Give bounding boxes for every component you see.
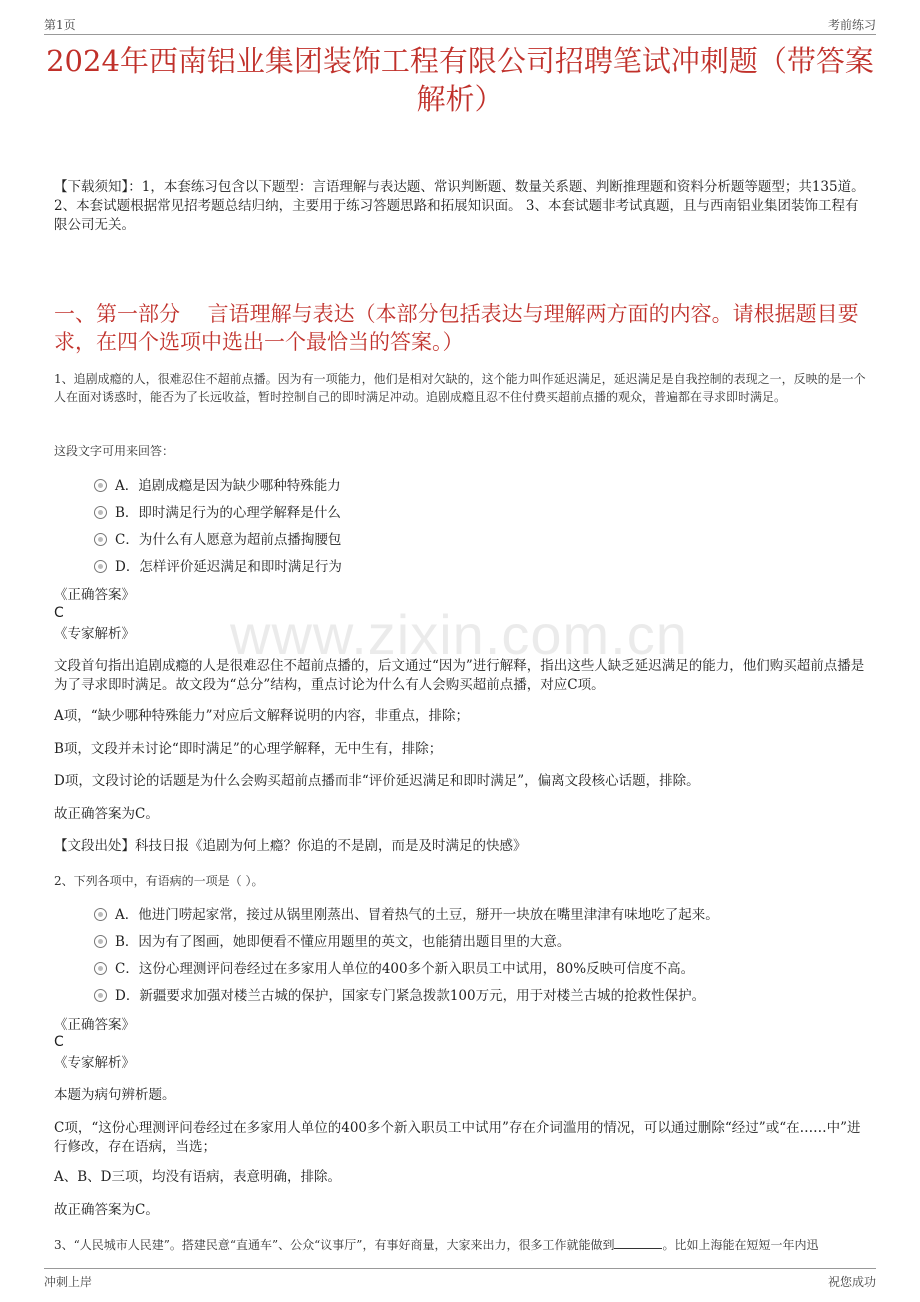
q3-stem: 3、“人民城市人民建”。搭建民意“直通车”、公众“议事厅”，有事好商量，大家来出力，很多工作就能做到 。比如上海能在短短一年内迅 — [54, 1238, 819, 1252]
radio-icon[interactable] — [94, 479, 107, 492]
q1-source: 【文段出处】科技日报《追剧为何上瘾？你追的不是剧，而是及时满足的快感》 — [54, 838, 527, 854]
radio-icon[interactable] — [94, 560, 107, 573]
q2-option-b[interactable]: B．因为有了图画，她即便看不懂应用题里的英文，也能猜出题目里的大意。 — [94, 933, 570, 951]
q1-analysis-p5: 故正确答案为C。 — [54, 806, 159, 822]
footer-right: 祝您成功 — [827, 1275, 876, 1289]
radio-icon[interactable] — [94, 908, 107, 921]
q1-analysis-label: 《专家解析》 — [54, 626, 135, 642]
page-footer — [44, 1268, 876, 1289]
q1-option-b[interactable]: B．即时满足行为的心理学解释是什么 — [94, 504, 341, 522]
header-label: 考前练习 — [827, 18, 876, 32]
q2-option-c[interactable]: C．这份心理测评问卷经过在多家用人单位的400多个新入职员工中试用，80%反映可信度不高。 — [94, 960, 694, 978]
q2-option-d[interactable]: D．新疆要求加强对楼兰古城的保护，国家专门紧急拨款100万元，用于对楼兰古城的抢救性保护。 — [94, 987, 705, 1005]
q1-stem: 1、追剧成瘾的人，很难忍住不超前点播。因为有一项能力，他们是相对欠缺的，这个能力叫作延迟满足，延迟满足是自我控制的表现之一，反映的是一个人在面对诱惑时，能否为了长远收益，暂时控制自己的即时满足冲动。追剧成瘾且忍不住付费买超前点播的观众，普遍都在寻求即时满足。 — [54, 372, 866, 404]
watermark: www.zixin.com.cn — [230, 603, 688, 666]
radio-icon[interactable] — [94, 989, 107, 1002]
q1-answer: C — [54, 605, 64, 621]
q1-prompt: 这段文字可用来回答： — [54, 444, 175, 458]
q1-option-a[interactable]: A．追剧成瘾是因为缺少哪种特殊能力 — [94, 477, 341, 495]
q2-analysis-p1: 本题为病句辨析题。 — [54, 1087, 176, 1103]
q2-stem: 2、下列各项中，有语病的一项是（ ）。 — [54, 874, 264, 888]
q2-analysis-p3: A、B、D三项，均没有语病，表意明确，排除。 — [54, 1169, 341, 1185]
q1-analysis-p4: D项，文段讨论的话题是为什么会购买超前点播而非“评价延迟满足和即时满足”，偏离文段核心话题，排除。 — [54, 773, 700, 789]
q1-analysis-p1: 文段首句指出追剧成瘾的人是很难忍住不超前点播的，后文通过“因为”进行解释，指出这些人缺乏延迟满足的能力，他们购买超前点播是为了寻求即时满足。故文段为“总分”结构，重点讨论为什么有人会购买超前点播，对应C项。 — [54, 658, 865, 693]
q2-option-a[interactable]: A．他进门唠起家常，接过从锅里刚蒸出、冒着热气的土豆，掰开一块放在嘴里津津有味地吃了起来。 — [94, 906, 719, 924]
q2-analysis-p2: C项，“这份心理测评问卷经过在多家用人单位的400多个新入职员工中试用”存在介词滥用的情况，可以通过删除“经过”或“在……中”进行修改，存在语病，当选； — [54, 1120, 861, 1155]
radio-icon[interactable] — [94, 506, 107, 519]
document-title: 2024年西南铝业集团装饰工程有限公司招聘笔试冲刺题（带答案解析） — [46, 44, 874, 116]
q1-option-d[interactable]: D．怎样评价延迟满足和即时满足行为 — [94, 558, 342, 576]
q2-analysis-p4: 故正确答案为C。 — [54, 1202, 159, 1218]
section-title: 一、第一部分 言语理解与表达（本部分包括表达与理解两方面的内容。请根据题目要求，在四个选项中选出一个最恰当的答案。） — [54, 302, 859, 354]
radio-icon[interactable] — [94, 935, 107, 948]
answer-blank — [614, 1248, 662, 1249]
page-header — [44, 10, 876, 35]
q1-analysis-p2: A项，“缺少哪种特殊能力”对应后文解释说明的内容，非重点，排除； — [54, 708, 470, 724]
q1-analysis-p3: B项，文段并未讨论“即时满足”的心理学解释，无中生有，排除； — [54, 741, 443, 757]
page-number: 第1页 — [44, 18, 76, 32]
q1-answer-label: 《正确答案》 — [54, 587, 135, 603]
q2-answer: C — [54, 1034, 64, 1050]
q2-analysis-label: 《专家解析》 — [54, 1055, 135, 1071]
footer-left: 冲刺上岸 — [44, 1275, 93, 1289]
q1-option-c[interactable]: C．为什么有人愿意为超前点播掏腰包 — [94, 531, 341, 549]
q2-answer-label: 《正确答案》 — [54, 1017, 135, 1033]
download-notice: 【下载须知】：1，本套练习包含以下题型：言语理解与表达题、常识判断题、数量关系题、判断推理题和资料分析题等题型；共135道。 2、本套试题根据常见招考题总结归纳，主要用于练习答题思路和拓展知识面。 3、本套试题非考试真题，且与西南铝业集团装饰工程有限公司无关。 — [54, 179, 865, 233]
radio-icon[interactable] — [94, 962, 107, 975]
radio-icon[interactable] — [94, 533, 107, 546]
